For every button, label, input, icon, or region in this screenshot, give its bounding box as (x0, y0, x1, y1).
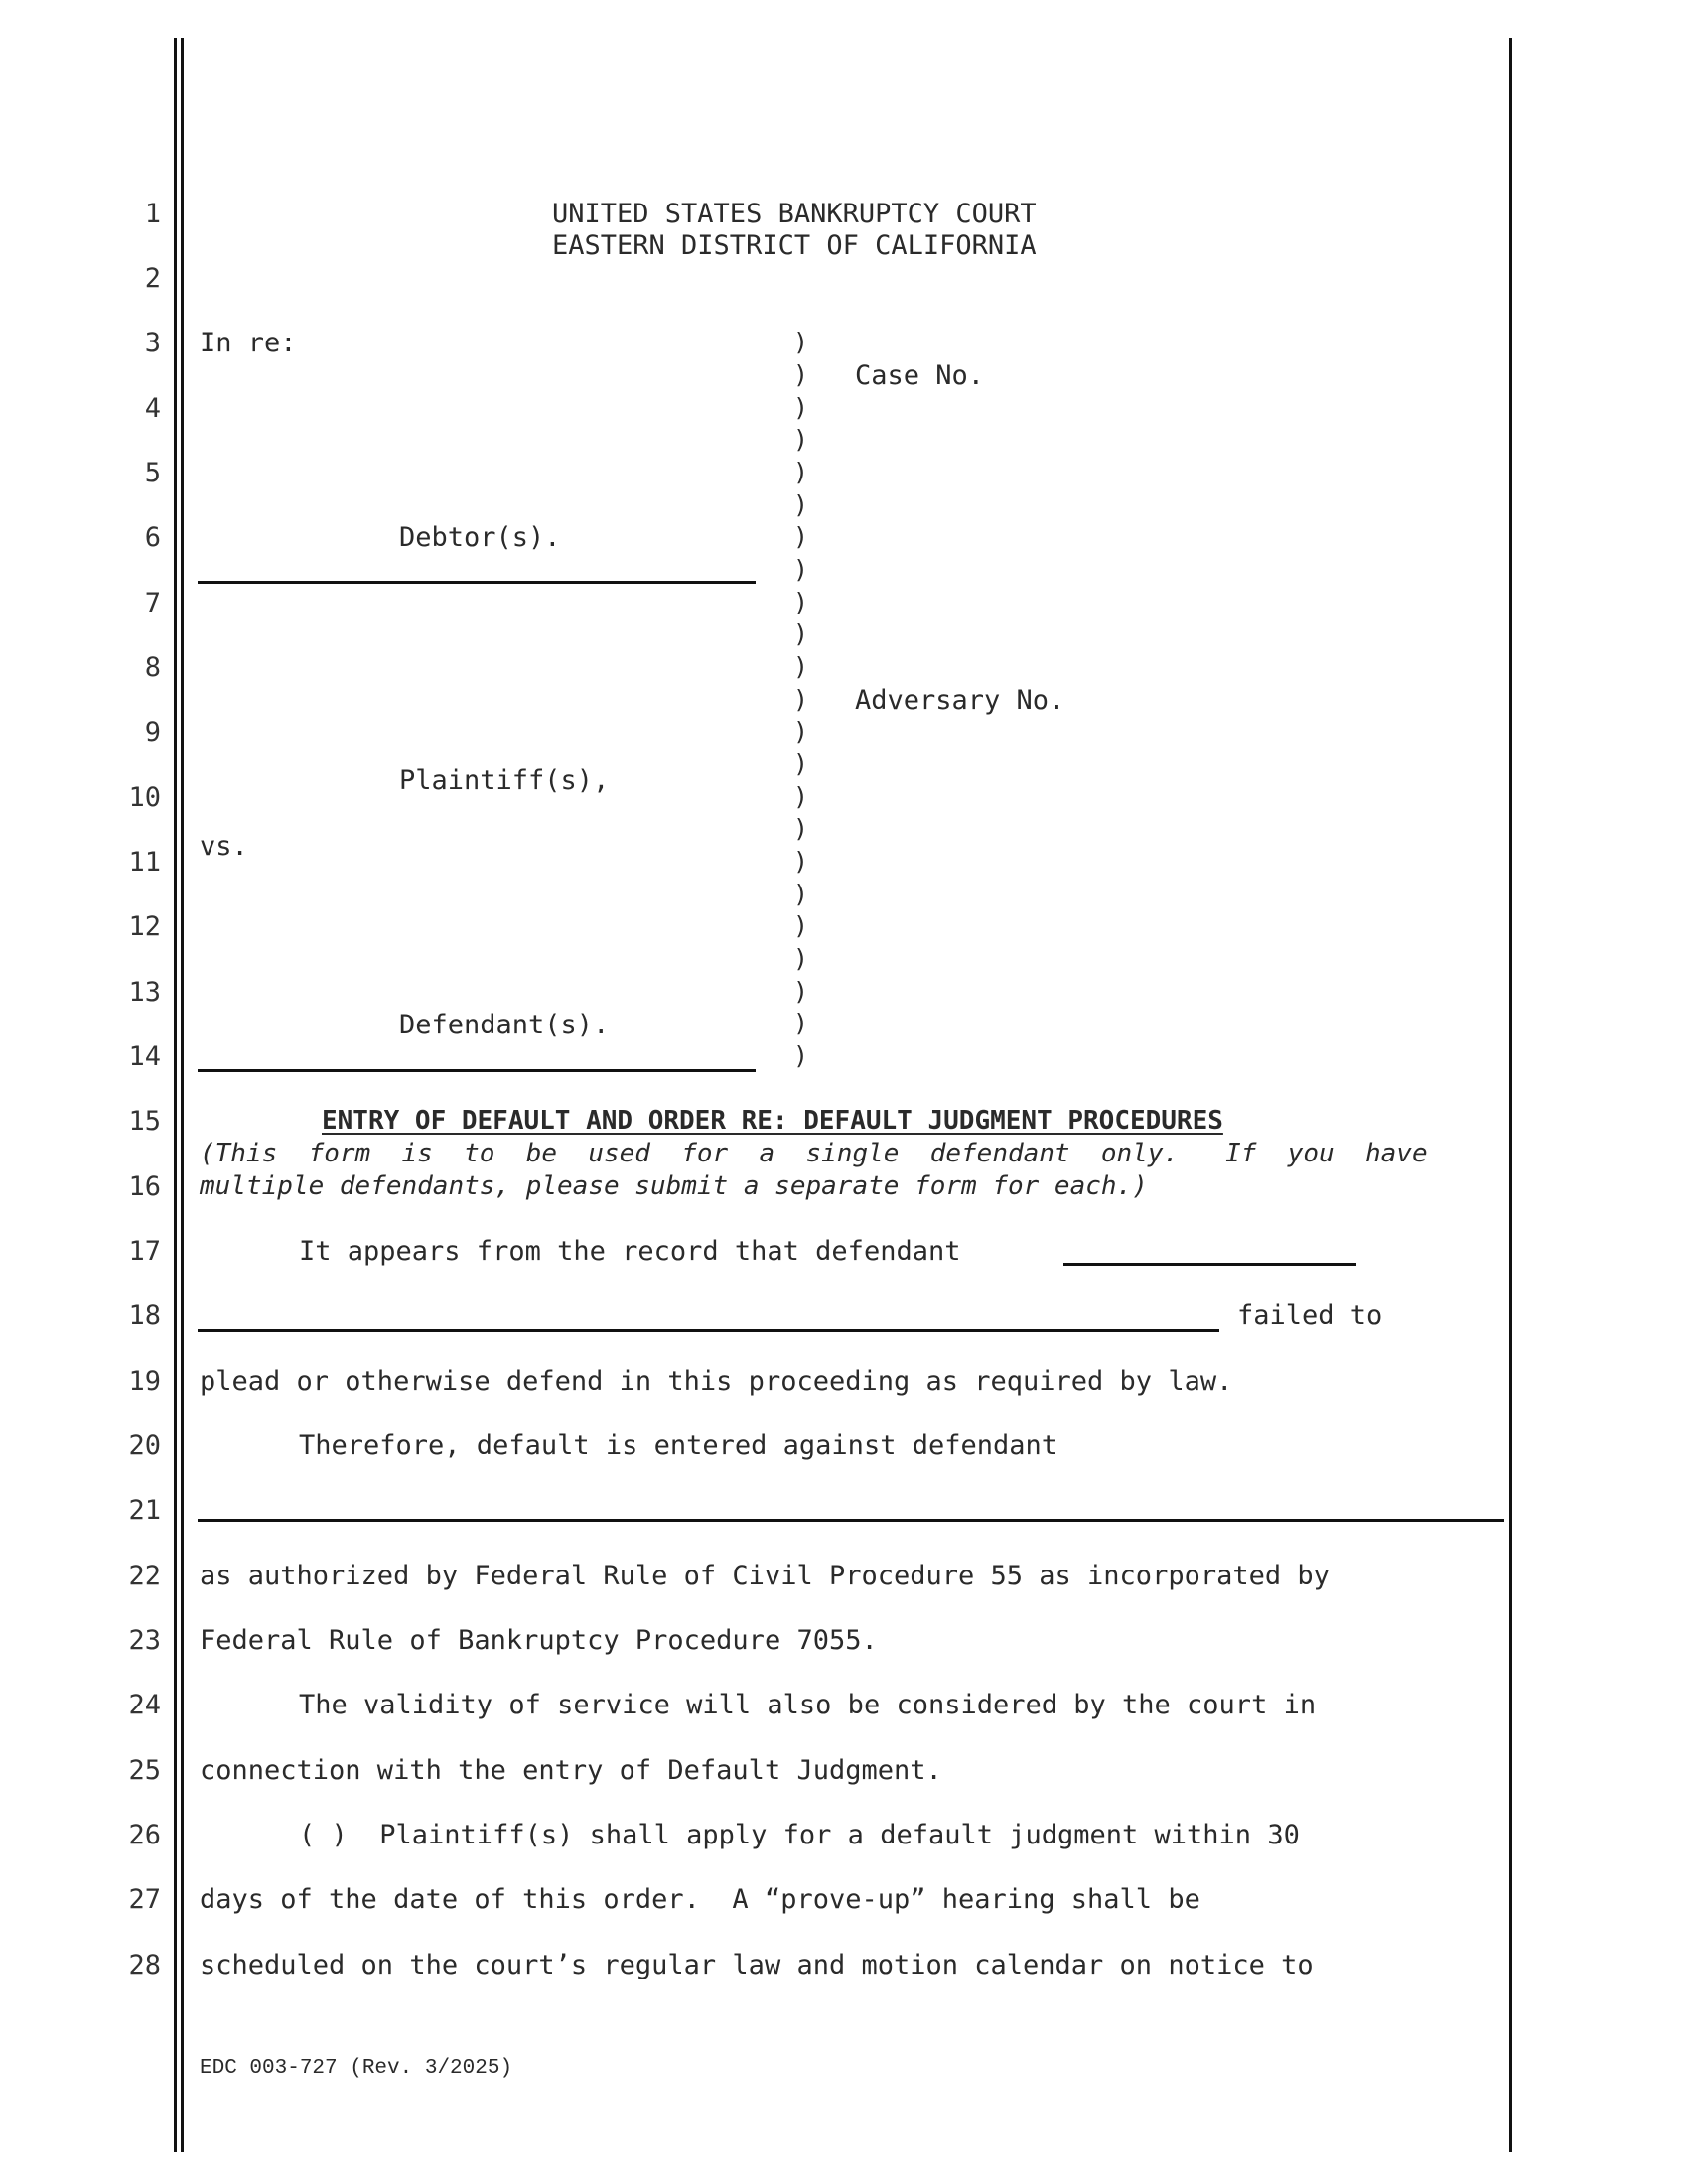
line-number: 7 (144, 588, 161, 618)
in-re-label: In re: (200, 328, 297, 358)
adversary-number-label: Adversary No. (855, 685, 1065, 716)
para1-failed-to: failed to (1237, 1300, 1383, 1331)
line-number: 16 (128, 1171, 161, 1202)
caption-paren: ) (793, 1041, 809, 1070)
defendant-name-blank-1 (1063, 1263, 1356, 1266)
caption-paren: ) (793, 717, 809, 746)
line-number: 13 (128, 977, 161, 1008)
line-number: 4 (144, 393, 161, 424)
caption-paren: ) (793, 328, 809, 356)
debtor-signature-line (198, 581, 756, 584)
vs-label: vs. (200, 831, 248, 862)
para1-start: It appears from the record that defendant (299, 1236, 961, 1267)
line-number: 18 (128, 1300, 161, 1331)
line-number: 8 (144, 652, 161, 683)
para3-line-2: connection with the entry of Default Judgment. (200, 1755, 942, 1786)
line-number: 25 (128, 1755, 161, 1786)
district-name: EASTERN DISTRICT OF CALIFORNIA (552, 230, 1037, 261)
para4-line-1: ( ) Plaintiff(s) shall apply for a default judgment within 30 (299, 1820, 1300, 1850)
line-number: 5 (144, 458, 161, 488)
line-number: 2 (144, 263, 161, 294)
form-note-line-1: (This form is to be used for a single defendant only. If you have (200, 1139, 1428, 1168)
caption-paren: ) (793, 847, 809, 876)
court-name: UNITED STATES BANKRUPTCY COURT (552, 199, 1037, 229)
line-number: 20 (128, 1431, 161, 1461)
line-number: 24 (128, 1690, 161, 1720)
line-number: 1 (144, 199, 161, 229)
defendant-name-blank-3 (198, 1519, 1504, 1522)
line-number: 19 (128, 1366, 161, 1397)
caption-paren: ) (793, 458, 809, 486)
caption-paren: ) (793, 944, 809, 973)
line-number: 11 (128, 847, 161, 878)
line-number: 6 (144, 522, 161, 553)
defendant-label: Defendant(s). (399, 1010, 610, 1040)
para2-line-2: as authorized by Federal Rule of Civil Procedure 55 as incorporated by (200, 1561, 1330, 1591)
caption-paren: ) (793, 782, 809, 811)
caption-paren: ) (793, 814, 809, 843)
left-margin-rule-inner (181, 38, 184, 2152)
caption-paren: ) (793, 750, 809, 778)
document-title: ENTRY OF DEFAULT AND ORDER RE: DEFAULT JUDGMENT PROCEDURES (322, 1106, 1223, 1136)
para2-line-3: Federal Rule of Bankruptcy Procedure 7055. (200, 1625, 878, 1656)
caption-paren: ) (793, 360, 809, 389)
line-number: 9 (144, 717, 161, 748)
caption-paren: ) (793, 393, 809, 422)
form-id-footer: EDC 003-727 (Rev. 3/2025) (200, 2057, 513, 2080)
line-number: 3 (144, 328, 161, 358)
caption-paren: ) (793, 522, 809, 551)
right-margin-rule (1509, 38, 1512, 2152)
case-number-label: Case No. (855, 360, 985, 391)
caption-paren: ) (793, 685, 809, 714)
caption-paren: ) (793, 555, 809, 584)
line-number: 21 (128, 1495, 161, 1526)
caption-paren: ) (793, 880, 809, 908)
caption-paren: ) (793, 977, 809, 1006)
para3-line-1: The validity of service will also be considered by the court in (299, 1690, 1317, 1720)
caption-paren: ) (793, 490, 809, 519)
left-margin-rule-outer (174, 38, 177, 2152)
line-number: 22 (128, 1561, 161, 1591)
line-number: 26 (128, 1820, 161, 1850)
caption-paren: ) (793, 619, 809, 648)
caption-paren: ) (793, 1009, 809, 1037)
para2-start: Therefore, default is entered against defendant (299, 1431, 1058, 1461)
para1-end: plead or otherwise defend in this proceeding as required by law. (200, 1366, 1233, 1397)
defendant-signature-line (198, 1069, 756, 1072)
line-number: 17 (128, 1236, 161, 1267)
line-number: 27 (128, 1884, 161, 1915)
line-number: 15 (128, 1106, 161, 1137)
caption-paren: ) (793, 425, 809, 454)
defendant-name-blank-2 (198, 1329, 1219, 1332)
line-number: 10 (128, 782, 161, 813)
plaintiff-label: Plaintiff(s), (399, 765, 610, 796)
form-note-line-2: multiple defendants, please submit a separate form for each.) (200, 1171, 1148, 1201)
caption-paren: ) (793, 911, 809, 940)
caption-paren: ) (793, 588, 809, 616)
line-number: 23 (128, 1625, 161, 1656)
debtor-label: Debtor(s). (399, 522, 561, 553)
line-number: 14 (128, 1041, 161, 1072)
caption-paren: ) (793, 652, 809, 681)
line-number: 28 (128, 1950, 161, 1980)
para4-line-3: scheduled on the court’s regular law and motion calendar on notice to (200, 1950, 1314, 1980)
line-number: 12 (128, 911, 161, 942)
para4-line-2: days of the date of this order. A “prove-up” hearing shall be (200, 1884, 1200, 1915)
